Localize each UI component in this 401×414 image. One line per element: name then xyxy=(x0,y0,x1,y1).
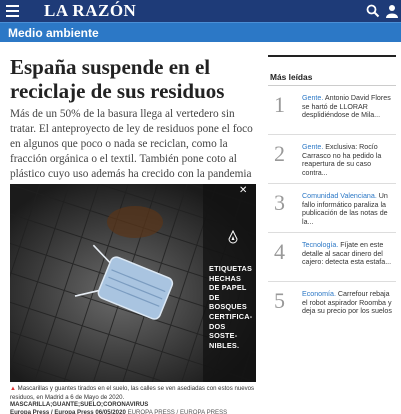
article-photo xyxy=(10,184,256,382)
caption-agency: EUROPA PRESS / EUROPA PRESS xyxy=(127,408,228,414)
item-title[interactable]: Antonio David Flores se hartó de LLORAR desplidiéndose de Mila... xyxy=(302,94,391,120)
item-text[interactable] xyxy=(302,94,396,120)
top-bar xyxy=(0,0,401,22)
most-read-item-2[interactable] xyxy=(268,143,396,189)
caption-credit: Europa Press / Europa Press 06/05/2020 xyxy=(10,408,126,414)
caption-tags: MASCARILLA;GUANTE;SUELO;CORONAVIRUS xyxy=(10,401,149,409)
item-text[interactable] xyxy=(302,241,396,267)
most-read-item-1[interactable] xyxy=(268,94,396,140)
most-read-item-3[interactable] xyxy=(268,192,396,238)
item-title[interactable]: Un fallo informático paraliza la publicación de las notas de la... xyxy=(302,192,388,226)
item-text[interactable] xyxy=(302,290,396,316)
user-icon[interactable] xyxy=(386,4,398,18)
site-logo[interactable]: LA RAZÓN xyxy=(44,1,137,20)
ad-text: ETIQUETAS HECHAS DE PAPEL DE BOSQUES CERTIFICA- DOS SOSTE- NIBLES. xyxy=(209,264,253,350)
item-divider xyxy=(268,281,396,282)
item-number: 3 xyxy=(274,190,285,215)
item-category[interactable]: Comunidad Valenciana. xyxy=(302,192,377,200)
item-number: 1 xyxy=(274,92,285,117)
item-category[interactable]: Tecnología. xyxy=(302,241,339,249)
search-icon[interactable] xyxy=(366,4,380,18)
item-divider xyxy=(268,232,396,233)
caption-triangle-icon: ▲ xyxy=(10,386,16,392)
photo-caption xyxy=(10,385,260,414)
flame-icon xyxy=(228,230,238,244)
section-label[interactable]: Medio ambiente xyxy=(8,26,99,40)
item-number: 4 xyxy=(274,239,285,264)
article-lead: Más de un 50% de la basura llega al vertedero sin tratar. El anteproyecto de ley de residuos pone el foco en algunos que poco o nada se reciclan, como la fracción orgánica o el textil. También pone coto al plástico cuyo uso además ha crecido con la pandemia xyxy=(10,108,253,181)
sidebar-title-rule xyxy=(268,85,396,86)
section-bar xyxy=(0,22,401,42)
item-category[interactable]: Gente. xyxy=(302,143,324,151)
sidebar-title: Más leídas xyxy=(270,72,313,82)
item-text[interactable] xyxy=(302,192,396,226)
item-number: 5 xyxy=(274,288,285,313)
sidebar-top-rule xyxy=(268,55,396,57)
article-headline: España suspende en el reciclaje de sus residuos xyxy=(10,55,225,103)
item-category[interactable]: Economía. xyxy=(302,290,336,298)
item-number: 2 xyxy=(274,141,285,166)
item-divider xyxy=(268,183,396,184)
item-title[interactable]: Fíjate en este detalle al sacar dinero del cajero: detecta esta estafa... xyxy=(302,241,392,267)
hamburger-menu-icon[interactable] xyxy=(6,5,19,17)
item-text[interactable] xyxy=(302,143,396,177)
item-title[interactable]: Carrefour rebaja el robot aspirador Roomba y deja su precio por los suelos xyxy=(302,290,392,316)
most-read-item-5[interactable] xyxy=(268,290,396,336)
ad-close-icon[interactable]: ✕ xyxy=(239,185,248,196)
item-category[interactable]: Gente. xyxy=(302,94,324,102)
most-read-item-4[interactable] xyxy=(268,241,396,287)
item-divider xyxy=(268,134,396,135)
item-title[interactable]: Exclusiva: Rocío Carrasco no ha pedido la reapertura de su caso contra... xyxy=(302,143,382,177)
caption-text: Mascarillas y guantes tirados en el suelo, las calles se ven asediadas con estos nuevos residuos, en Madrid a 6 de Mayo de 2020. xyxy=(10,385,255,401)
